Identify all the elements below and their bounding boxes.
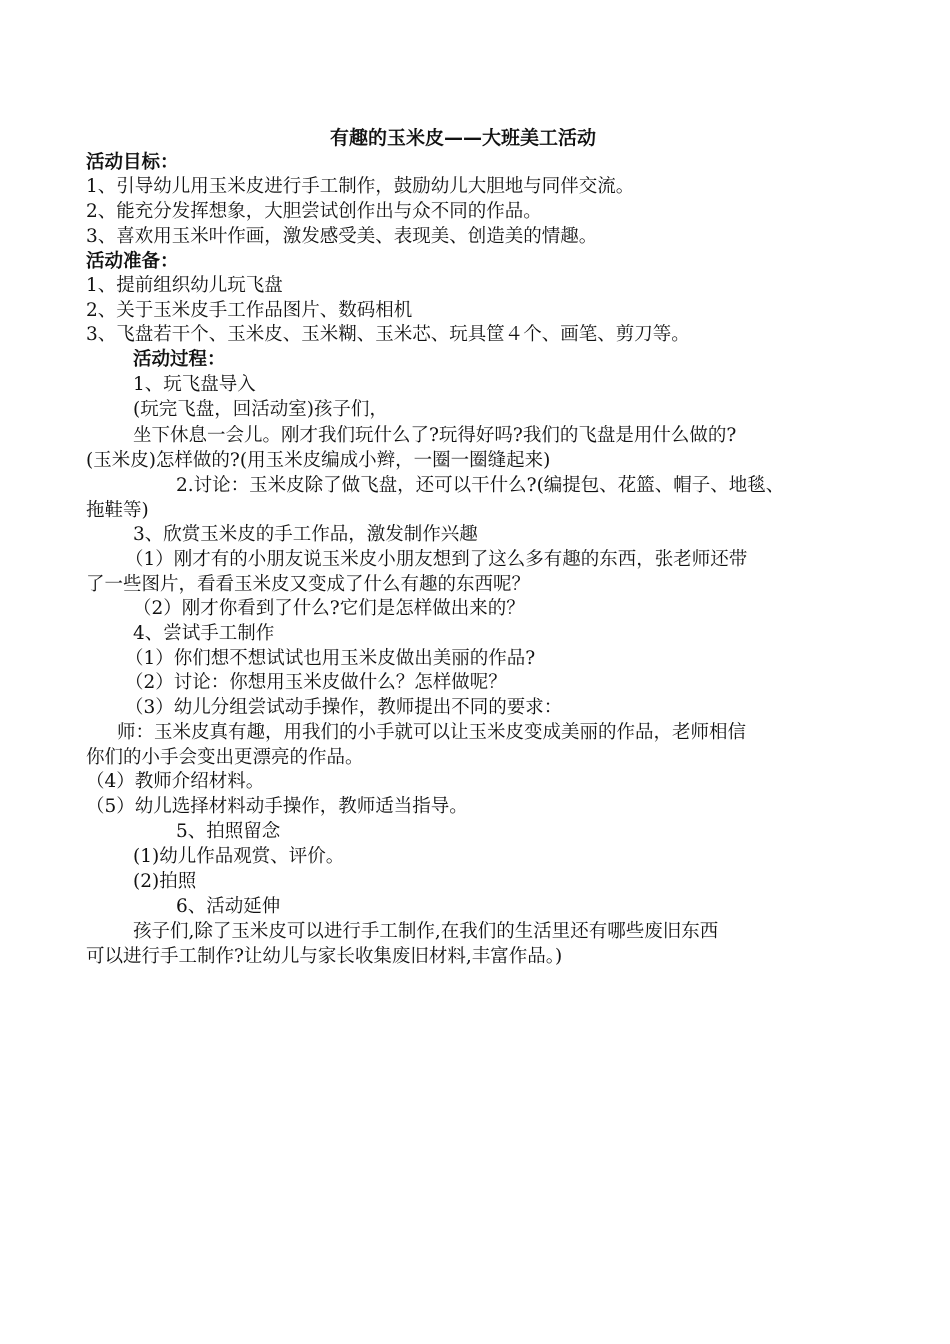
prep-heading: 活动准备： — [86, 251, 179, 272]
process-line: 了一些图片，看看玉米皮又变成了什么有趣的东西呢？ — [86, 574, 531, 595]
goal-item: 3、喜欢用玉米叶作画，激发感受美、表现美、创造美的情趣。 — [86, 226, 598, 247]
process-heading: 活动过程： — [133, 349, 226, 370]
document-title: 有趣的玉米皮——大班美工活动 — [330, 127, 597, 149]
process-line: 可以进行手工制作?让幼儿与家长收集废旧材料,丰富作品。) — [86, 946, 563, 967]
prep-item: 2、关于玉米皮手工作品图片、数码相机 — [86, 300, 413, 321]
process-line: （4）教师介绍材料。 — [86, 771, 265, 792]
process-line: （1）你们想不想试试也用玉米皮做出美丽的作品? — [125, 648, 536, 669]
process-line: （5）幼儿选择材料动手操作，教师适当指导。 — [86, 796, 468, 817]
process-line: (玩完飞盘，回活动室)孩子们， — [133, 399, 388, 420]
process-line: (1)幼儿作品观赏、评价。 — [133, 846, 345, 867]
process-line: (玉米皮)怎样做的?(用玉米皮编成小辫，一圈一圈缝起来) — [86, 450, 551, 471]
process-line: 拖鞋等) — [86, 500, 149, 521]
process-line: 师：玉米皮真有趣，用我们的小手就可以让玉米皮变成美丽的作品，老师相信 — [117, 722, 747, 743]
process-line: （2）刚才你看到了什么?它们是怎样做出来的？ — [133, 598, 525, 619]
process-line: 1、玩飞盘导入 — [133, 374, 256, 395]
process-line: 坐下休息一会儿。刚才我们玩什么了?玩得好吗?我们的飞盘是用什么做的? — [133, 425, 737, 446]
process-line: 5、拍照留念 — [176, 821, 281, 842]
prep-item: 3、飞盘若干个、玉米皮、玉米糊、玉米芯、玩具筐４个、画笔、剪刀等。 — [86, 324, 690, 345]
process-line: (2)拍照 — [133, 871, 197, 892]
process-line: 3、欣赏玉米皮的手工作品，激发制作兴趣 — [133, 524, 478, 545]
process-line: （1）刚才有的小朋友说玉米皮小朋友想到了这么多有趣的东西，张老师还带 — [125, 549, 748, 570]
prep-item: 1、提前组织幼儿玩飞盘 — [86, 275, 283, 296]
process-line: （3）幼儿分组尝试动手操作，教师提出不同的要求： — [125, 697, 563, 718]
goals-heading: 活动目标： — [86, 152, 179, 173]
process-line: 孩子们,除了玉米皮可以进行手工制作,在我们的生活里还有哪些废旧东西 — [133, 921, 719, 942]
process-line: （2）讨论：你想用玉米皮做什么？怎样做呢？ — [125, 672, 507, 693]
process-line: 4、尝试手工制作 — [133, 623, 275, 644]
process-line: 2.讨论：玉米皮除了做飞盘，还可以干什么?(编提包、花篮、帽子、地毯、 — [176, 475, 785, 496]
process-line: 你们的小手会变出更漂亮的作品。 — [86, 747, 364, 768]
process-line: 6、活动延伸 — [176, 896, 281, 917]
goal-item: 1、引导幼儿用玉米皮进行手工制作，鼓励幼儿大胆地与同伴交流。 — [86, 176, 635, 197]
goal-item: 2、能充分发挥想象，大胆尝试创作出与众不同的作品。 — [86, 201, 542, 222]
